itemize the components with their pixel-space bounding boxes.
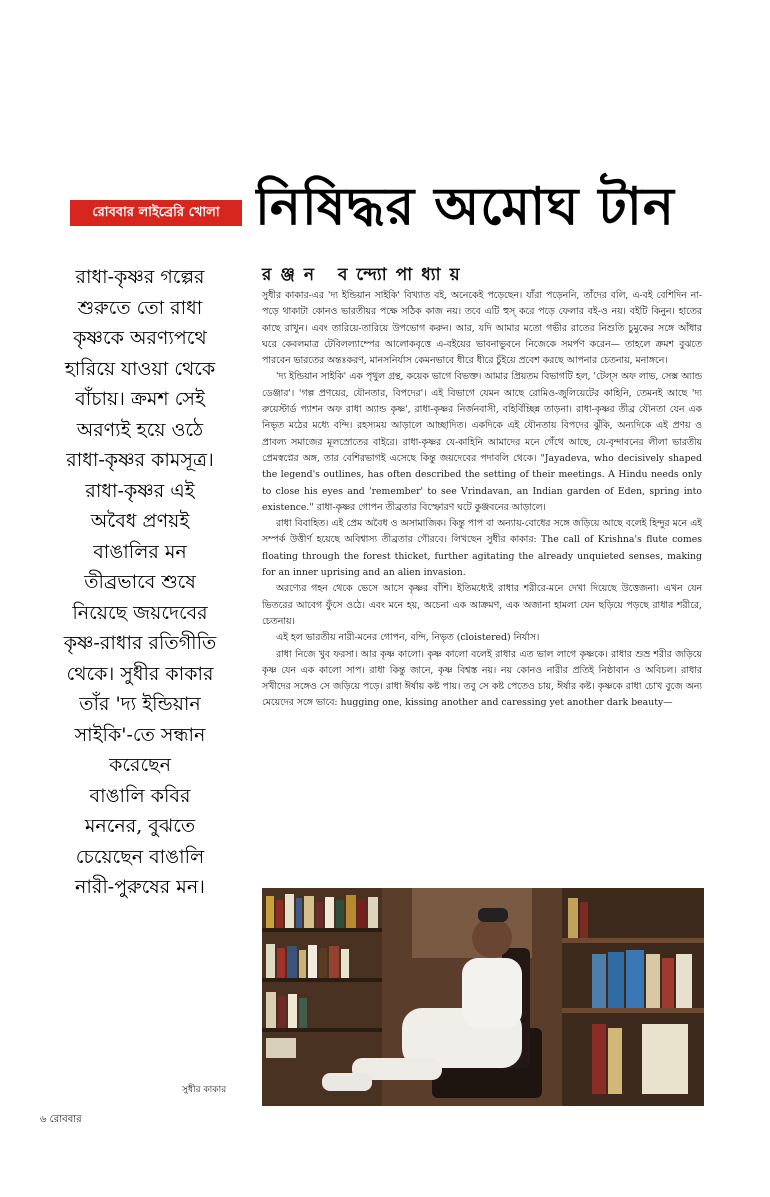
headline: নিষিদ্ধর অমোঘ টান (255, 176, 675, 237)
pull-quote-line: থেকে। সুধীর কাকার (66, 662, 214, 685)
pull-quote-line: রাধা-কৃষ্ণর গল্পের (75, 266, 205, 288)
pull-quote-line: অরণ্যই হয়ে ওঠে (76, 418, 204, 441)
pull-quote-line: চেয়েছেন বাঙালি (75, 845, 205, 868)
pull-quote-line: তাঁর 'দ্য ইন্ডিয়ান (79, 693, 201, 715)
pull-quote-line: কৃষ্ণকে অরণ্যপথে (73, 327, 207, 349)
pull-quote-line: রাধা-কৃষ্ণর কামসূত্র। (66, 449, 214, 471)
pull-quote-line: বাঁচায়। ক্রমশ সেই (75, 388, 205, 410)
pull-quote-line: মননের, বুঝতে (84, 815, 196, 837)
pull-quote-line: রাধা-কৃষ্ণর এই (85, 479, 195, 502)
pull-quote-line: শুরুতে তো রাধা (77, 296, 203, 319)
section-tag: রোববার লাইব্রেরি খোলা (70, 200, 242, 226)
pull-quote-line: সাইকি'-তে সন্ধান (74, 723, 206, 746)
body-paragraph: এই হল ভারতীয় নারী-মনের গোপন, বন্দি, নিভৃত (cloistered) নির্যাস। (276, 632, 540, 644)
pull-quote-line: করেছেন (109, 754, 171, 776)
article-body (262, 288, 702, 712)
pull-quote-line: বাঙালির মন (93, 540, 187, 563)
photo-caption: সুধীর কাকার (182, 1085, 227, 1095)
pull-quote-line: তীব্রভাবে শুষে (84, 571, 196, 593)
pull-quote-line: কৃষ্ণ-রাধার রতিগীতি (63, 632, 217, 654)
body-paragraph: রাধা নিজে খুব ফরসা। আর কৃষ্ণ কালো। কৃষ্ণ কালো বলেই রাধার এত ভাল লাগে কৃষ্ণকে। রাধার শুভ্র শরীর জড়িয়ে কৃষ্ণ যেন এক কালো সাপ। রাধা কিন্তু জানে, কৃষ্ণ বিশ্বস্ত নয়। নয় কোনও নারীর প্রতিই নিষ্ঠাবান ও অবিচল। রাধার সখীদের সঙ্গেও সে জড়িয়ে পড়ে। রাধা ঈর্ষায় কষ্ট পায়। তবু সে কষ্ট পেতেও চায়, ঈর্ষার কষ্ট। কৃষ্ণকে রাধা চোখ বুজে অন্য মেয়েদের সঙ্গে ভাবে: hugging one, kissing another and caressing yet another dark beauty— (262, 648, 702, 709)
pull-quote-line: নিয়েছে জয়দেবের (72, 601, 208, 624)
page-folio: ৬ রোববার (40, 1114, 82, 1125)
pull-quote (40, 262, 240, 903)
pull-quote-line: নারী-পুরুষের মন। (75, 876, 205, 898)
bookshelf-photo-illustration (262, 888, 704, 1106)
author-photo (262, 888, 704, 1106)
body-paragraph: 'দ্য ইন্ডিয়ান সাইকি' এক পৃথুল গ্রন্থ, কয়েক ভাগে বিভক্ত। আমার প্রিয়তম বিভাগটি হল, 'টেল্‌স অফ লাভ, সেক্স অ্যান্ড ডেঞ্জার'। 'গল্প প্রণয়ের, যৌনতার, বিপদের'। এই বিভাগে যেমন আছে রোমিও-জুলিয়েটের কাহিনি, তেমনই আছে 'দ্য রুয়েস্টার্ড প্যাশন অফ রাধা অ্যান্ড কৃষ্ণ', রাধা-কৃষ্ণর নির্জনবাসী, বহির্বিচ্ছিন্ন তাড়না। রাধা-কৃষ্ণর তীব্র যৌনতা যেন এক নিভৃত মঠের মধ্যে বন্দি। রহস্যময় আড়ালে আচ্ছাদিত। একদিকে এই যৌনতায় বিপদের ঝুঁকি, অন্যদিকে এই প্রণয় ও প্রাবল্য সমাজের মূলস্রোতের বাইরে। রাধা-কৃষ্ণর যে-কাহিনি আমাদের মনে গেঁথে আছে, যে-বৃন্দাবনের লীলা ভারতীয় প্রেমস্বপ্নের অঙ্গ, তার বেশিরভাগই এসেছে কিন্তু জয়দেবের পদাবলি থেকে। "Jayadeva, who decisively shaped the legend's outlines, has often described the setting of their meetings. A Hindu needs only to close his eyes and 'remember' to see Vrindavan, an Indian garden of Eden, spring into existence." রাধা-কৃষ্ণর গোপন তীব্রতার বিস্ফোরণ ঘটে কুঞ্জবনের আড়ালে। (262, 371, 702, 513)
pull-quote-line: অবৈধ প্রণয়ই (90, 510, 190, 532)
pull-quote-line: হারিয়ে যাওয়া থেকে (64, 357, 216, 380)
body-paragraph: সুধীর কাকার-এর 'দ্য ইন্ডিয়ান সাইকি' বিখ্যাত বই, অনেকেই পড়েছেন। যাঁরা পড়েননি, তাঁদের বলি, এ-বই বেশিদিন না-পড়ে থাকাটা কোনও ভারতীয়র পক্ষে সঠিক কাজ নয়। তবে এটি হুস্ করে পড়ে ফেলার বই-ও নয়। বইটি কিনুন। হাতের কাছে রাখুন। এবং তারিয়ে-তারিয়ে উপভোগ করুন। আর, যদি আমার মতো গভীর রাতের নিশুতি চুমুকের সঙ্গে আঁধার ঘরে কেবলমাত্র টেবিলল্যাম্পের আলোকবৃত্তে এ-বইয়ের ভাবনাভুবনে নিজেকে সমর্পণ করেন— তাহলে ক্রমশ বুঝতে পারবেন ভারতের অন্তঃকরণ, মানসনির্যাস কেমনভাবে ধীরে ধীরে চুঁইয়ে প্রবেশ করছে আপনার চেতনায়, মনাঙ্গনে। (262, 290, 702, 367)
body-paragraph: রাধা বিবাহিত। এই প্রেম অবৈধ ও অসামাজিক। কিন্তু পাপ বা অন্যায়-বোধের সঙ্গে জড়িয়ে আছে বলেই হিন্দুর মনে এই সম্পর্ক উত্তীর্ণ হয়েছে অবিশ্বাস্য তীব্রতার গৌরবে। লিখছেন সুধীর কাকার: The call of Krishna's flute comes floating through the forest thicket, further agitating the already unquieted senses, making for an inner uprising and an alien invasion. (262, 518, 702, 579)
pull-quote-line: বাঙালি কবির (89, 784, 191, 807)
byline: রঞ্জন বন্দ্যোপাধ্যায় (262, 265, 469, 285)
body-paragraph: অরণ্যের গহন থেকে ভেসে আসে কৃষ্ণর বাঁশি। ইতিমধ্যেই রাধার শরীরে-মনে দেখা দিয়েছে উত্তেজনা। এখন যেন ভিতরের আবেগ ফুঁসে ওঠে। এবং মনে হয়, অচেনা এক আক্রমণ, এক অজানা হামলা যেন ছড়িয়ে পড়ছে রাধার শরীরে, চেতনায়। (262, 583, 702, 627)
